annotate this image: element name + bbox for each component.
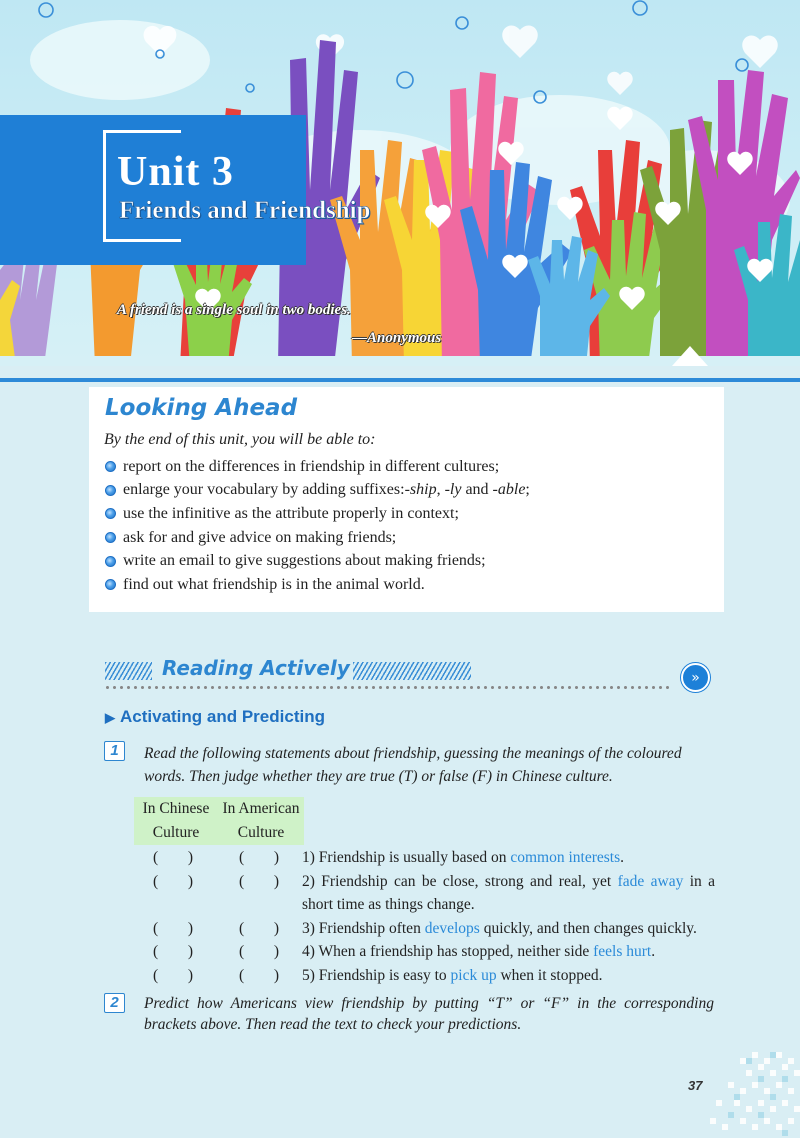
answer-bracket-chinese[interactable]: ( ) [153, 919, 193, 937]
blue-dot-icon [105, 461, 116, 472]
statement-text: 1) Friendship is usually based on common interests. [302, 849, 625, 866]
reading-actively-title: Reading Actively [162, 656, 350, 680]
column-headers [134, 797, 304, 845]
statement-row [145, 917, 715, 941]
statement-text: 4) When a friendship has stopped, neither side feels hurt. [302, 943, 656, 960]
column-american-culture: In American Culture [222, 800, 300, 841]
answer-bracket-american[interactable]: ( ) [239, 849, 279, 866]
unit-title: Unit 3 [117, 149, 234, 195]
statements-list [145, 846, 715, 987]
unit-banner [0, 0, 800, 366]
task-1-instructions: Read the following statements about friendship, guessing the meanings of the coloured words. Then judge whether they are true (T) or false (F) in Chinese culture. [144, 745, 682, 785]
section-hatch-decoration [105, 662, 152, 680]
answer-bracket-chinese[interactable]: ( ) [153, 872, 193, 890]
column-chinese-culture: In Chinese Culture [142, 800, 210, 841]
unit-subtitle: Friends and Friendship [119, 197, 371, 224]
page-number: 37 [688, 1078, 703, 1093]
task-2-instructions: Predict how Americans view friendship by putting “T” or “F” in the corresponding brackets above. Then read the text to check your predictions. [144, 995, 714, 1033]
objective-item: find out what friendship is in the animal world. [105, 573, 530, 597]
blue-dot-icon [105, 532, 116, 543]
answer-bracket-american[interactable]: ( ) [239, 966, 279, 984]
statement-text: 2) Friendship can be close, strong and real, yet fade away in a short time as things change. [302, 872, 716, 913]
statement-row [145, 870, 715, 917]
answer-bracket-american[interactable]: ( ) [239, 872, 279, 890]
looking-ahead-intro: By the end of this unit, you will be able to: [104, 431, 376, 448]
statement-row [145, 964, 715, 988]
objective-item: use the infinitive as the attribute properly in context; [105, 502, 530, 526]
looking-ahead-panel [89, 387, 724, 612]
objective-item: enlarge your vocabulary by adding suffixes: -ship , -ly and -able ; [105, 479, 530, 503]
task-number-badge: 1 [104, 741, 125, 761]
blue-dot-icon [105, 508, 116, 519]
epigraph-author: —Anonymous [352, 330, 442, 346]
statement-row [145, 846, 715, 870]
triangle-right-icon: ▶ [105, 710, 115, 725]
task-number-badge: 2 [104, 993, 125, 1013]
answer-bracket-american[interactable]: ( ) [239, 943, 279, 960]
objective-item: write an email to give suggestions about making friends; [105, 549, 530, 573]
banner-divider [0, 378, 800, 382]
statement-text: 3) Friendship often develops quickly, and then changes quickly. [302, 919, 697, 937]
pixel-mosaic-decoration [700, 1050, 800, 1138]
section-hatch-decoration [353, 662, 471, 680]
double-chevron-down-icon[interactable]: » [681, 663, 710, 692]
answer-bracket-chinese[interactable]: ( ) [153, 943, 193, 960]
looking-ahead-title: Looking Ahead [105, 395, 298, 421]
objective-item: report on the differences in friendship in different cultures; [105, 455, 530, 479]
objectives-list [105, 455, 530, 597]
dotted-divider [104, 685, 672, 690]
objective-item: ask for and give advice on making friends; [105, 526, 530, 550]
blue-dot-icon [105, 556, 116, 567]
statement-row [145, 940, 715, 964]
answer-bracket-chinese[interactable]: ( ) [153, 966, 193, 984]
answer-bracket-american[interactable]: ( ) [239, 919, 279, 937]
statement-text: 5) Friendship is easy to pick up when it stopped. [302, 966, 603, 984]
blue-dot-icon [105, 485, 116, 496]
activating-predicting-heading: ▶ Activating and Predicting [105, 707, 325, 726]
epigraph-quote: A friend is a single soul in two bodies. [117, 302, 351, 318]
answer-bracket-chinese[interactable]: ( ) [153, 849, 193, 866]
blue-dot-icon [105, 579, 116, 590]
